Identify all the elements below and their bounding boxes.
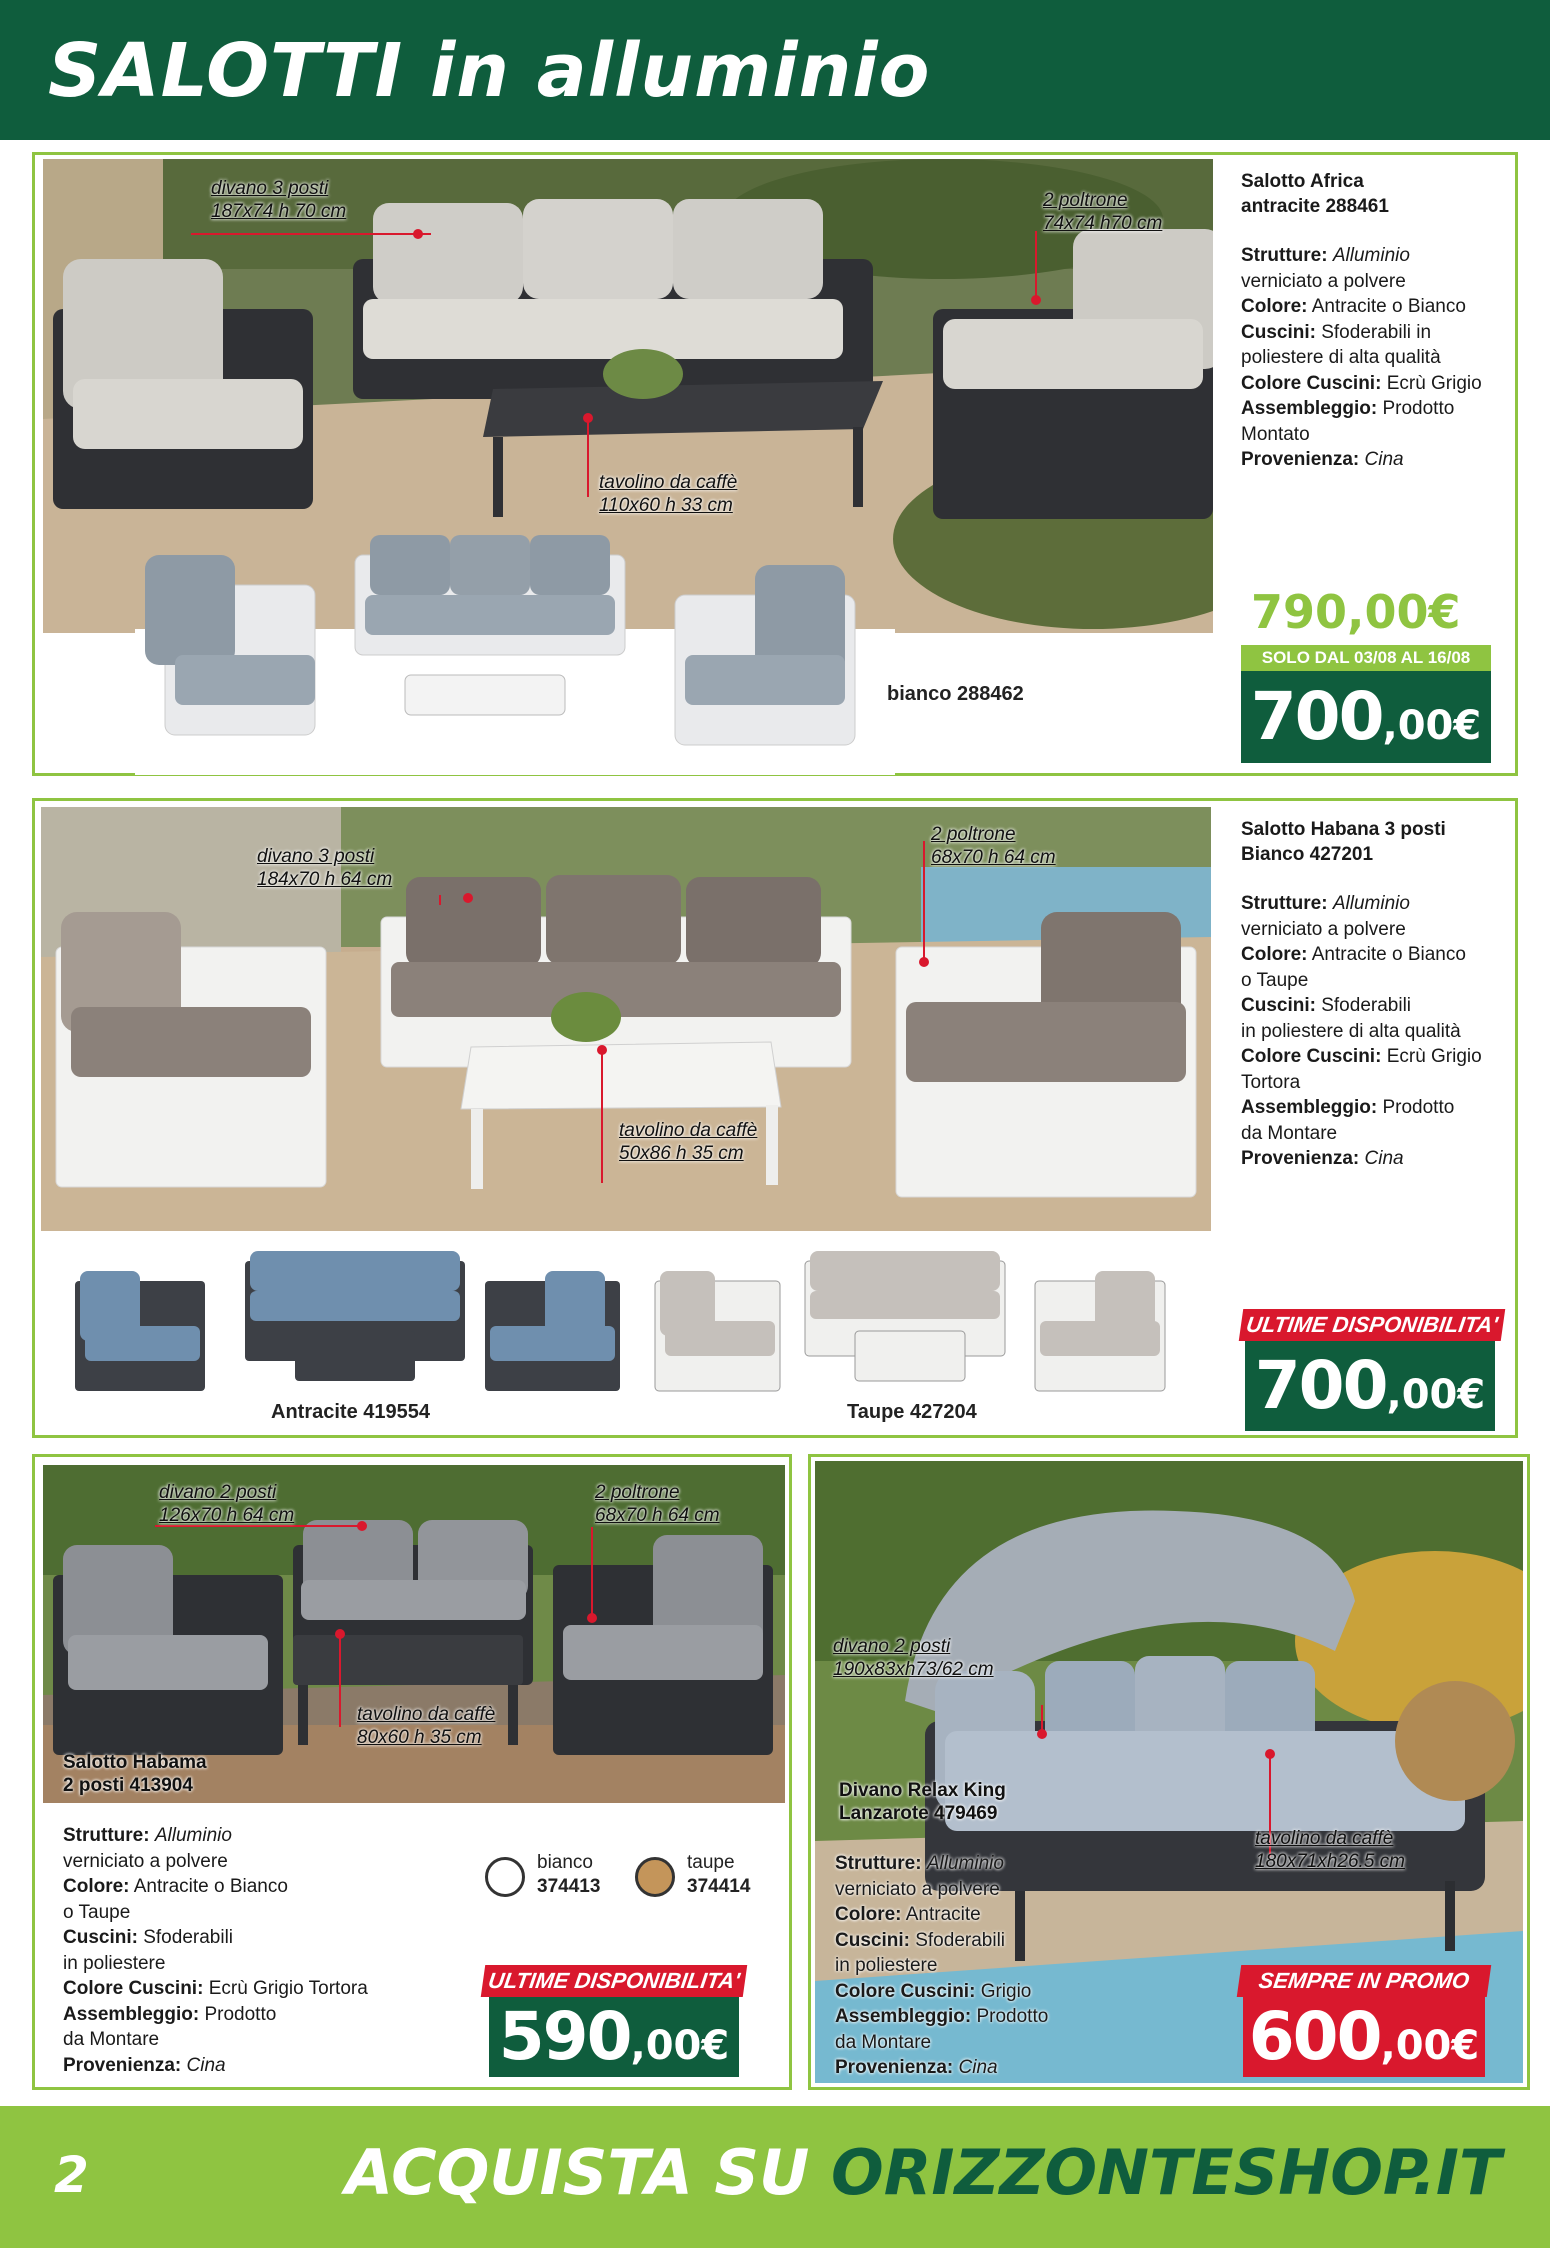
habana2-chairs-label-line1: 2 poltrone [595,1482,680,1503]
spec-row [63,1951,393,1977]
spec-value: Sfoderabili [1321,995,1412,1016]
habana2-name-line2: 2 posti 413904 [63,1775,193,1796]
lanzarote-sofa-label-line2: 190x83xh73/62 cm [833,1659,994,1680]
africa-price-int: 700 [1250,678,1383,755]
habana3-chairs-dot [919,957,929,967]
spec-key: Strutture: [1241,245,1328,266]
habana2-sofa-label-line1: divano 2 posti [159,1482,277,1503]
spec-value: Sfoderabili [143,1927,234,1948]
spec-key: Strutture: [835,1853,922,1874]
spec-row [835,1877,1135,1903]
spec-key: Colore Cuscini: [835,1980,976,2002]
habana3-sofa-label-line2: 184x70 h 64 cm [257,869,393,890]
habana3-spec-block [1241,817,1511,1172]
lanzarote-spec-block [835,1851,1135,2081]
spec-row [1241,1070,1511,1096]
spec-row [63,1874,393,1900]
spec-value: Antracite [905,1904,981,1925]
spec-key: Assembleggio: [1241,1097,1378,1118]
habana3-price-dec: ,00€ [1386,1372,1486,1418]
spec-key: Colore: [63,1876,130,1897]
spec-row [1241,1044,1511,1070]
spec-row [63,1900,393,1926]
habana2-badge: ULTIME DISPONIBILITA' [481,1965,747,1997]
spec-value: verniciato a polvere [63,1850,228,1872]
spec-value: Antracite o Bianco [1311,296,1466,317]
spec-key: Provenienza: [1241,1148,1360,1169]
lanzarote-sofa-label [833,1635,994,1681]
habana3-variants-photo [65,1251,1215,1401]
lanzarote-product-name [839,1779,1006,1825]
spec-value: da Montare [63,2029,160,2050]
spec-key: Assembleggio: [835,2006,972,2027]
habana2-table-label-line1: tavolino da caffè [357,1704,496,1725]
habana2-sofa-dot [357,1521,367,1531]
spec-value: Prodotto [1382,1097,1455,1118]
habana3-price [1245,1341,1495,1431]
spec-row [835,2055,1135,2081]
spec-key: Assembleggio: [1241,398,1378,419]
africa-chairs-label [1043,189,1162,235]
habana2-price [489,1997,739,2077]
habana3-product-name [1241,817,1511,867]
habana2-sofa-label [159,1481,294,1527]
spec-value: Alluminio [1332,893,1410,914]
africa-sofa-label [211,177,346,223]
habana2-specs-list [63,1823,393,2078]
spec-value: Montato [1241,423,1310,445]
spec-key: Assembleggio: [63,2003,200,2025]
habana3-chairs-leader [923,841,925,961]
spec-value: Prodotto [1382,398,1455,419]
spec-row [1241,371,1511,397]
habana2-swatch-taupe-label [687,1851,750,1899]
habana3-name-line1: Salotto Habana 3 posti [1241,819,1446,840]
lanzarote-name-line1: Divano Relax King [839,1780,1006,1801]
spec-value: Tortora [1241,1071,1301,1093]
spec-value: da Montare [835,2031,932,2053]
page-title: SALOTTI in alluminio [48,28,931,114]
africa-chairs-label-line1: 2 poltrone [1043,190,1128,211]
lanzarote-table-dot [1265,1749,1275,1759]
spec-row [1241,968,1511,994]
product-panel-lanzarote [808,1454,1530,2090]
africa-white-variant-caption: bianco 288462 [887,683,1024,705]
spec-row [1241,1095,1511,1121]
spec-row [1241,1146,1511,1172]
page-number: 2 [54,2146,89,2204]
lanzarote-table-label-line1: tavolino da caffè [1255,1828,1394,1849]
africa-specs-list [1241,243,1511,473]
africa-sofa-label-line2: 187x74 h 70 cm [211,201,347,222]
spec-value: Ecrù Grigio Tortora [208,1978,368,1999]
habana2-swatch-taupe-name: taupe [687,1852,735,1873]
spec-key: Colore: [1241,296,1308,317]
africa-sofa-dot [413,229,423,239]
shop-cta-text: ACQUISTA SU [345,2136,831,2209]
spec-value: Sfoderabili in [1321,321,1432,343]
spec-key: Colore Cuscini: [1241,1046,1382,1067]
habana3-sofa-label-line1: divano 3 posti [257,846,375,867]
spec-row [63,2053,393,2079]
habana3-chairs-label-line2: 68x70 h 64 cm [931,847,1056,868]
habana3-sofa-leader [439,895,441,905]
page-footer [0,2106,1550,2248]
spec-key: Colore Cuscini: [1241,372,1382,394]
spec-value: Alluminio [1332,245,1410,266]
habana2-table-dot [335,1629,345,1639]
habana2-table-leader [339,1633,341,1727]
habana3-badge: ULTIME DISPONIBILITA' [1239,1309,1505,1341]
spec-row [1241,942,1511,968]
habana3-variant-taupe: Taupe 427204 [847,1401,977,1423]
spec-key: Cuscini: [835,1929,910,1951]
spec-key: Provenienza: [1241,449,1360,470]
habana2-swatch-bianco-code: 374413 [537,1876,601,1897]
spec-key: Strutture: [63,1825,150,1846]
spec-row [1241,243,1511,269]
spec-key: Cuscini: [1241,995,1316,1016]
spec-value: poliestere di alta qualità [1241,347,1441,368]
africa-table-label-line2: 110x60 h 33 cm [599,495,733,516]
habana3-table-leader [601,1049,603,1183]
spec-row [835,2004,1135,2030]
spec-row [1241,447,1511,473]
spec-row [1241,396,1511,422]
spec-value: verniciato a polvere [1241,270,1406,292]
africa-chairs-dot [1031,295,1041,305]
spec-row [1241,320,1511,346]
africa-name-line1: Salotto Africa [1241,171,1364,192]
spec-row [63,2002,393,2028]
spec-row [63,1849,393,1875]
spec-key: Cuscini: [63,1927,138,1948]
habana3-price-int: 700 [1254,1347,1387,1424]
africa-old-price: 790,00€ [1251,585,1461,639]
spec-key: Provenienza: [63,2054,182,2076]
spec-value: da Montare [1241,1122,1338,1144]
habana2-chairs-label [595,1481,720,1527]
spec-row [63,1823,393,1849]
africa-product-name [1241,169,1511,219]
spec-value: Ecrù Grigio [1386,372,1482,394]
spec-row [63,1925,393,1951]
habana2-spec-block [63,1823,393,2078]
habana2-swatch-bianco-name: bianco [537,1852,593,1873]
spec-row [835,1979,1135,2005]
africa-chairs-leader [1035,231,1037,301]
africa-promo-dates: SOLO DAL 03/08 AL 16/08 [1241,645,1491,671]
habana2-product-name [63,1751,207,1797]
spec-key: Colore: [835,1904,902,1925]
habana3-specs-list [1241,891,1511,1172]
spec-value: Sfoderabili [915,1929,1006,1951]
lanzarote-sofa-dot [1037,1729,1047,1739]
shop-cta[interactable] [345,2136,1501,2209]
habana3-table-label [619,1119,757,1165]
lanzarote-badge: SEMPRE IN PROMO [1237,1965,1491,1997]
lanzarote-specs-list [835,1851,1135,2081]
product-panel-africa [32,152,1518,776]
spec-row [1241,345,1511,371]
page-header [0,0,1550,140]
africa-name-line2: antracite 288461 [1241,196,1389,217]
africa-chairs-label-line2: 74x74 h70 cm [1043,213,1163,234]
spec-key: Provenienza: [835,2057,954,2078]
shop-site-link[interactable]: ORIZZONTESHOP.IT [830,2136,1502,2209]
spec-value: o Taupe [63,1901,131,1923]
habana3-table-label-line1: tavolino da caffè [619,1120,758,1141]
habana2-chairs-label-line2: 68x70 h 64 cm [595,1505,720,1526]
habana3-table-dot [597,1045,607,1055]
habana2-price-int: 590 [498,1998,631,2075]
africa-sofa-label-line1: divano 3 posti [211,178,329,199]
africa-sofa-leader [191,233,431,235]
spec-row [1241,422,1511,448]
lanzarote-price [1243,1997,1485,2077]
spec-row [1241,269,1511,295]
spec-value: Alluminio [154,1825,232,1846]
spec-value: Cina [1364,449,1404,470]
lanzarote-price-int: 600 [1248,1998,1381,2075]
spec-value: Ecrù Grigio [1386,1046,1482,1067]
habana2-price-dec: ,00€ [630,2023,730,2069]
product-panel-habana2 [32,1454,792,2090]
spec-row [1241,993,1511,1019]
spec-value: Antracite o Bianco [1311,944,1466,965]
spec-row [1241,891,1511,917]
habana3-table-label-line2: 50x86 h 35 cm [619,1143,744,1164]
habana3-sofa-label [257,845,392,891]
spec-key: Colore Cuscini: [63,1978,204,1999]
habana2-sofa-label-line2: 126x70 h 64 cm [159,1505,295,1526]
africa-price-dec: ,00€ [1382,703,1482,749]
habana2-table-label [357,1703,495,1749]
spec-value: Prodotto [976,2006,1049,2027]
spec-key: Cuscini: [1241,321,1316,343]
lanzarote-sofa-label-line1: divano 2 posti [833,1636,951,1657]
lanzarote-price-dec: ,00€ [1380,2023,1480,2069]
habana2-swatch-taupe[interactable] [635,1857,675,1897]
africa-spec-block [1241,169,1511,473]
spec-value: o Taupe [1241,969,1309,991]
spec-value: Grigio [980,1980,1032,2002]
africa-table-leader [587,417,589,497]
habana2-name-line1: Salotto Habama [63,1752,207,1773]
spec-value: Cina [1364,1148,1404,1169]
spec-row [63,2027,393,2053]
habana2-swatch-bianco[interactable] [485,1857,525,1897]
spec-row [63,1976,393,2002]
habana2-table-label-line2: 80x60 h 35 cm [357,1727,482,1748]
africa-table-label-line1: tavolino da caffè [599,472,738,493]
africa-table-dot [583,413,593,423]
habana3-chairs-label [931,823,1056,869]
spec-value: verniciato a polvere [835,1878,1000,1900]
spec-value: verniciato a polvere [1241,918,1406,940]
lanzarote-table-label [1255,1827,1405,1873]
spec-key: Strutture: [1241,893,1328,914]
spec-row [1241,294,1511,320]
habana3-chairs-label-line1: 2 poltrone [931,824,1016,845]
spec-row [1241,1121,1511,1147]
habana3-photo [41,807,1211,1231]
habana2-chairs-leader [591,1527,593,1617]
habana3-variant-antracite: Antracite 419554 [271,1401,430,1423]
spec-row [835,2030,1135,2056]
spec-row [835,1953,1135,1979]
habana3-name-line2: Bianco 427201 [1241,844,1374,865]
spec-value: Alluminio [926,1853,1004,1874]
habana3-sofa-dot [463,893,473,903]
spec-value: Cina [958,2057,998,2078]
lanzarote-name-line2: Lanzarote 479469 [839,1803,998,1824]
spec-row [835,1928,1135,1954]
spec-value: Antracite o Bianco [133,1876,288,1897]
habana2-swatch-taupe-code: 374414 [687,1876,751,1897]
africa-price [1241,671,1491,763]
spec-value: Cina [186,2054,226,2076]
spec-key: Colore: [1241,944,1308,965]
spec-value: in poliestere [835,1955,938,1976]
africa-table-label [599,471,737,517]
habana2-chairs-dot [587,1613,597,1623]
spec-value: Prodotto [204,2003,277,2025]
lanzarote-table-label-line2: 180x71xh26.5 cm [1255,1851,1405,1872]
spec-row [1241,1019,1511,1045]
africa-white-variant-photo [135,535,895,775]
product-panel-habana3 [32,798,1518,1438]
habana2-swatch-bianco-label [537,1851,600,1899]
spec-value: in poliestere di alta qualità [1241,1020,1461,1042]
spec-row [835,1851,1135,1877]
spec-value: in poliestere [63,1952,166,1974]
spec-row [835,1902,1135,1928]
spec-row [1241,917,1511,943]
